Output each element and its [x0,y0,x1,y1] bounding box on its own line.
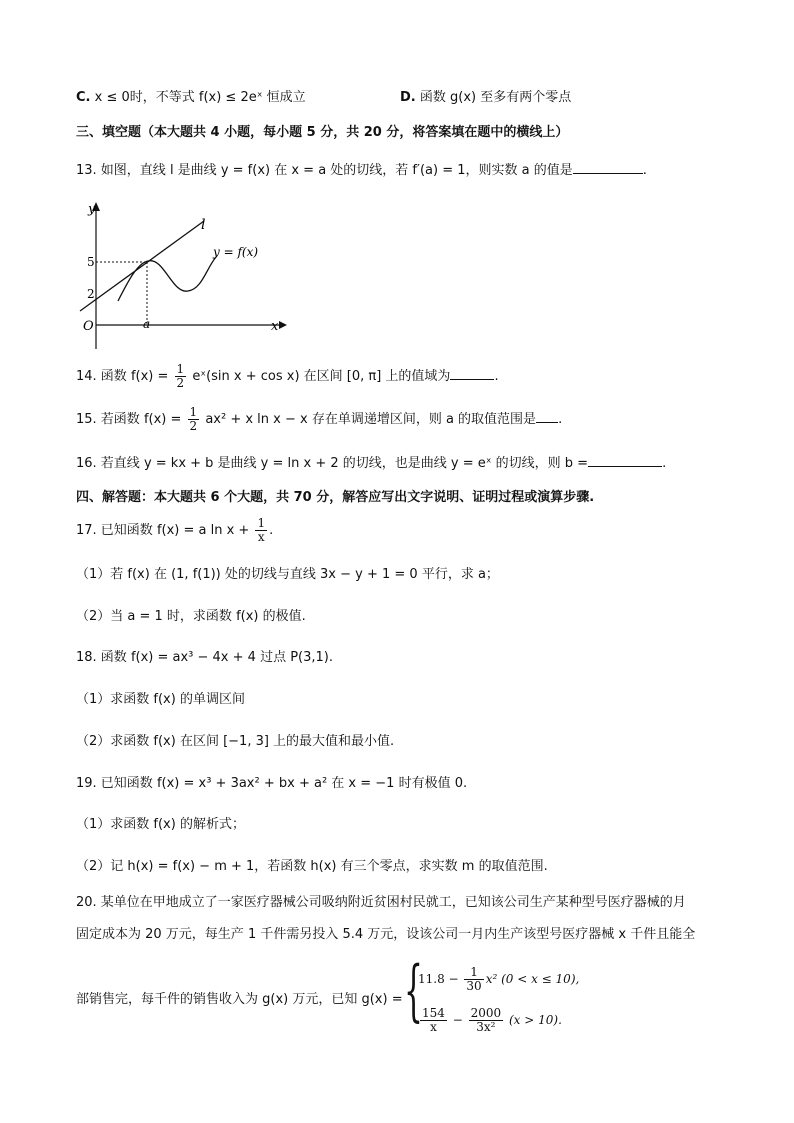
q15-end: . [558,412,563,427]
question-20-line1: 20. 某单位在甲地成立了一家医疗器械公司吸纳附近贫困村民就工，已知该公司生产某种型号医疗器械的月 [76,895,686,910]
label-l: l [201,217,206,233]
question-19: 19. 已知函数 f(x) = x³ + 3ax² + bx + a² 在 x = −1 时有极值 0. [76,776,468,791]
label-x: x [271,319,279,334]
q14-end: . [494,369,499,384]
label-y: y [88,202,96,217]
question-20-line3: 部销售完，每千件的销售收入为 g(x) 万元，已知 g(x) = [76,992,403,1007]
piece-2: $\frac{154}{x}$ − $\frac{2000}{\text{3x²}}$ (x > 10). [422,1006,562,1034]
option-c-label: C. [76,90,91,105]
option-d-text: 函数 g(x) 至多有两个零点 [419,90,572,105]
question-16 [76,452,666,474]
q17-fraction: $\frac{1}{x}$ [257,516,266,544]
q14-prefix: 14. 函数 f(x) = [76,369,169,384]
question-15 [76,405,562,435]
section3-heading: 三、填空题（本大题共 4 小题，每小题 5 分，共 20 分，将答案填在题中的横线上） [76,125,569,140]
q15-blank [536,408,558,423]
q14-blank [450,365,494,380]
piece2-fraction2: $\frac{2000}{\text{3x²}}$ [470,1006,502,1034]
label-curve: y = f(x) [213,245,259,259]
question-19-part1: （1）求函数 f(x) 的解析式； [76,817,245,832]
question-17-part2: （2）当 a = 1 时，求函数 f(x) 的极值. [76,609,306,624]
question-17 [76,516,273,546]
tick-5: 5 [87,255,95,269]
piecewise-function [418,962,579,1040]
q17-end: . [269,523,274,538]
curve-f [118,257,216,301]
piece2-fraction1: $\frac{154}{x}$ [422,1006,445,1034]
q14-fraction: $\frac{1}{2}$ [176,362,185,390]
piece-1: 11.8 − $\frac{1}{30}$ x² (0 < x ≤ 10), [418,965,580,993]
x-axis-arrow [279,321,287,329]
tick-a: a [143,317,151,331]
option-d [400,88,571,108]
question-18-part1: （1）求函数 f(x) 的单调区间 [76,692,245,707]
question-18-part2: （2）求函数 f(x) 在区间 [−1, 3] 上的最大值和最小值. [76,734,395,749]
option-c-text: x ≤ 0时，不等式 f(x) ≤ 2eˣ 恒成立 [94,90,306,105]
piece1-fraction: $\frac{1}{30}$ [466,965,482,993]
question-20-line2: 固定成本为 20 万元，每生产 1 千件需另投入 5.4 万元，设该公司一月内生产该型号医疗器械 x 千件且能全 [76,927,696,942]
tangent-line-l [80,221,204,311]
q15-fraction: $\frac{1}{2}$ [189,405,198,433]
q15-prefix: 15. 若函数 f(x) = [76,412,182,427]
section4-heading: 四、解答题：本大题共 6 个大题，共 70 分，解答应写出文字说明、证明过程或演算步骤. [76,490,595,505]
q17-prefix: 17. 已知函数 f(x) = a ln x + [76,523,250,538]
tick-2: 2 [87,287,95,301]
q16-end: . [662,456,667,471]
q16-blank [588,452,662,467]
piecewise-brace: { [404,952,423,1029]
q15-suffix: ax² + x ln x − x 存在单调递增区间，则 a 的取值范围是 [205,412,537,427]
options-row [0,88,794,108]
question-13 [76,159,647,181]
question-17-part1: （1）若 f(x) 在 (1, f(1)) 处的切线与直线 3x − y + 1 = 0 平行，求 a； [76,567,499,582]
q13-blank [573,159,643,174]
q14-suffix: eˣ(sin x + cos x) 在区间 [0, π] 上的值域为 [192,369,451,384]
label-origin: O [83,319,94,334]
option-c [76,88,306,108]
question-18: 18. 函数 f(x) = ax³ − 4x + 4 过点 P(3,1). [76,650,333,665]
option-d-label: D. [400,90,416,105]
q13-text: 13. 如图，直线 l 是曲线 y = f(x) 在 x = a 处的切线，若 f′(a) = 1，则实数 a 的值是 [76,163,573,178]
q13-end: . [642,163,647,178]
question-14 [76,362,499,392]
tangent-figure [74,199,289,349]
q16-text: 16. 若直线 y = kx + b 是曲线 y = ln x + 2 的切线，也是曲线 y = eˣ 的切线，则 b = [76,456,589,471]
question-19-part2: （2）记 h(x) = f(x) − m + 1，若函数 h(x) 有三个零点，求实数 m 的取值范围. [76,859,548,874]
